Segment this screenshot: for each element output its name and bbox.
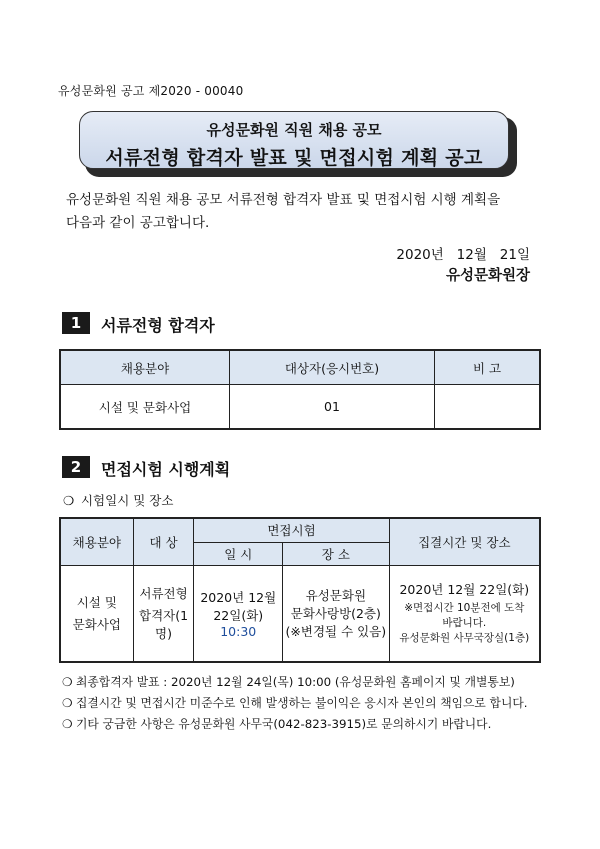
- intro-line-2: 다음과 같이 공고합니다.: [66, 215, 210, 231]
- header-datetime: 일 시: [194, 542, 283, 566]
- circle-bullet-icon: ❍: [62, 717, 73, 731]
- cell-assembly-place: 유성문화원 사무국장실(1층): [399, 632, 530, 645]
- list-item: [62, 714, 528, 735]
- note-text: 최종합격자 발표 : 2020년 12월 24일(목) 10:00 (유성문화원 홈페이지 및 개별통보): [76, 675, 515, 689]
- cell-place-line-3: (※변경될 수 있음): [285, 624, 387, 640]
- header-remarks: 비 고: [435, 350, 541, 385]
- cell-assembly: [389, 566, 540, 662]
- title-main: 서류전형 합격자 발표 및 면접시험 계획 공고: [105, 147, 483, 169]
- section-1-title: 서류전형 합격자: [101, 316, 215, 335]
- header-target: 대 상: [133, 518, 194, 566]
- header-place: 장 소: [283, 542, 390, 566]
- cell-field: 시설 및 문화사업: [60, 385, 230, 430]
- cell-target: [133, 566, 194, 662]
- note-text: 기타 궁금한 사항은 유성문화원 사무국(042-823-3915)로 문의하시기 바랍니다.: [76, 717, 492, 731]
- section-2-number: 2: [62, 456, 90, 478]
- header-field: 채용분야: [60, 518, 133, 566]
- header-interview: 면접시험: [194, 518, 389, 542]
- list-item: [62, 693, 528, 714]
- cell-place: [283, 566, 390, 662]
- header-applicant: 대상자(응시번호): [230, 350, 435, 385]
- cell-datetime-time: 10:30: [220, 623, 257, 639]
- cell-assembly-note-2: 바랍니다.: [442, 617, 487, 630]
- section-2-table: [59, 517, 541, 663]
- note-text: 집결시간 및 면접시간 미준수로 인해 발생하는 불이익은 응시자 본인의 책임으로 합니다.: [76, 696, 528, 710]
- notice-number: 유성문화원 공고 제2020 - 00040: [58, 84, 244, 98]
- cell-target-line-2: 합격자(1명): [139, 608, 189, 642]
- circle-bullet-icon: ❍: [63, 493, 75, 508]
- section-2-title: 면접시험 시행계획: [101, 460, 231, 479]
- circle-bullet-icon: ❍: [62, 675, 73, 689]
- title-box: [79, 111, 509, 169]
- table-header-row: [60, 350, 540, 385]
- title-subtitle: 유성문화원 직원 채용 공모: [206, 121, 382, 139]
- cell-datetime-line-1: 2020년 12월: [200, 589, 277, 605]
- cell-place-line-2: 문화사랑방(2층): [290, 606, 381, 622]
- schedule-subheading-text: 시험일시 및 장소: [80, 493, 174, 508]
- schedule-subheading: [63, 491, 173, 509]
- cell-field: [60, 566, 133, 662]
- intro-paragraph: [66, 189, 536, 235]
- cell-assembly-note-1: ※면접시간 10분전에 도착: [404, 602, 525, 615]
- section-1-table: [59, 349, 541, 430]
- cell-assembly-date: 2020년 12월 22일(화): [399, 582, 530, 598]
- header-assembly: 집결시간 및 장소: [389, 518, 540, 566]
- circle-bullet-icon: ❍: [62, 696, 73, 710]
- cell-field-line-1: 시설 및: [76, 595, 117, 611]
- notes-list: [62, 672, 528, 735]
- section-1-number: 1: [62, 312, 90, 334]
- cell-datetime: [194, 566, 283, 662]
- cell-datetime-line-2: 22일(화): [213, 607, 264, 623]
- cell-place-line-1: 유성문화원: [305, 588, 367, 604]
- header-field: 채용분야: [60, 350, 230, 385]
- table-row: [60, 566, 540, 662]
- table-header-row: [60, 518, 540, 542]
- notice-date: 2020년 12월 21일: [396, 247, 530, 263]
- signer: 유성문화원장: [445, 268, 530, 284]
- table-row: [60, 385, 540, 430]
- cell-applicant: 01: [230, 385, 435, 430]
- cell-target-line-1: 서류전형: [139, 586, 188, 602]
- cell-field-line-2: 문화사업: [72, 617, 121, 633]
- cell-remarks: [435, 385, 541, 430]
- list-item: [62, 672, 528, 693]
- intro-line-1: 유성문화원 직원 채용 공모 서류전형 합격자 발표 및 면접시험 시행 계획을: [66, 192, 501, 208]
